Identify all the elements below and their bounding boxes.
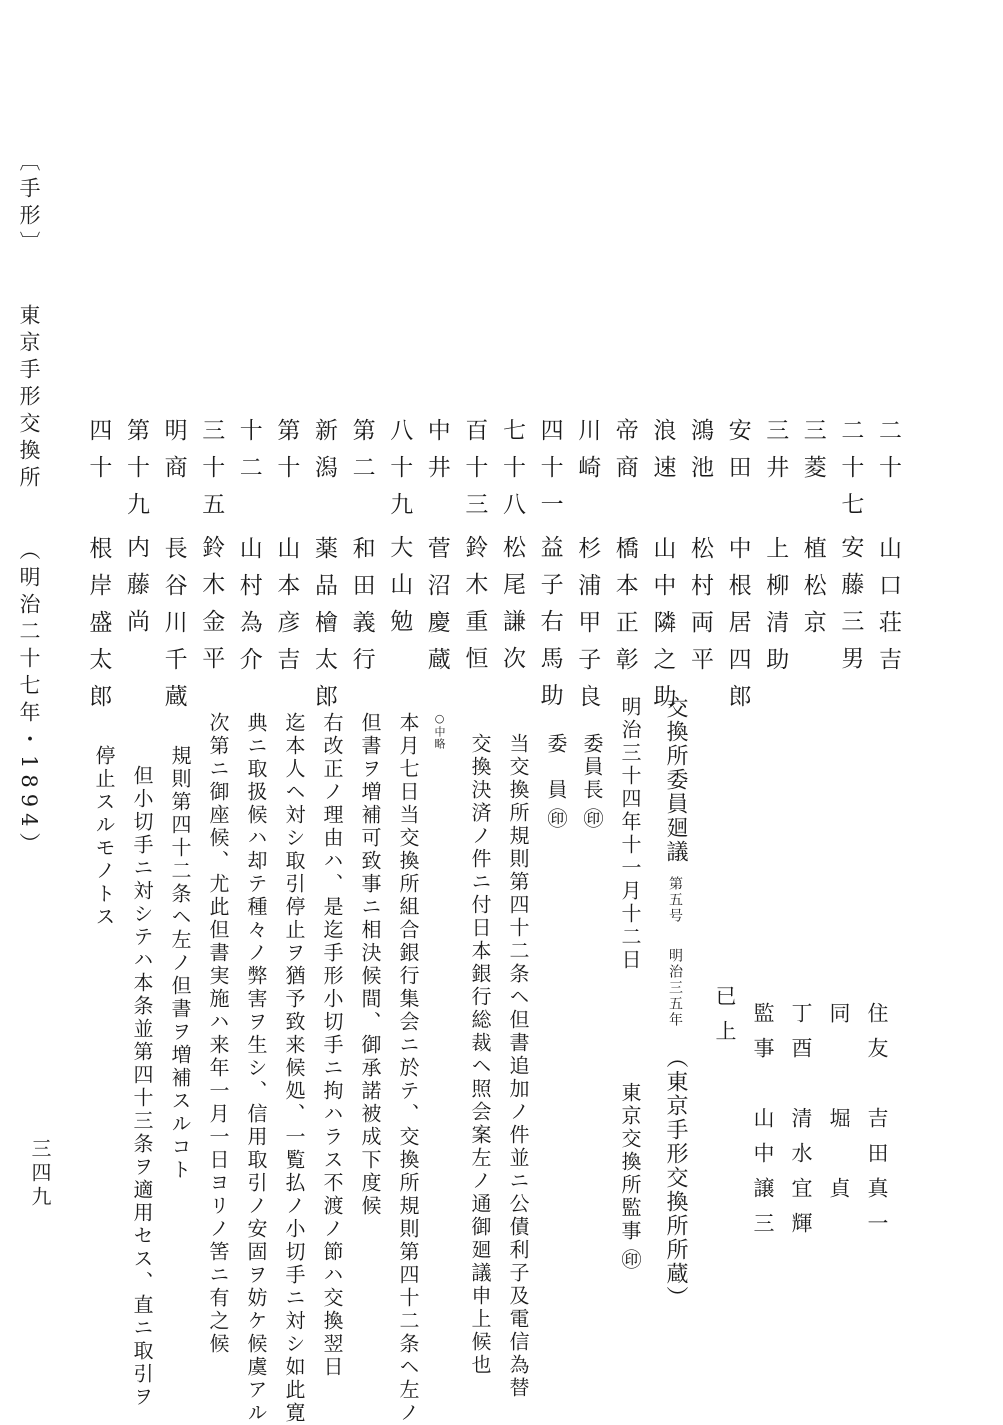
roster-name: 内藤尚: [123, 535, 149, 646]
roster-name: 杉浦甲子良: [574, 536, 601, 721]
signatory-daiichi: 丁酉 清水宜輝: [789, 1002, 813, 1247]
roster-name: 中根居四郎: [724, 536, 751, 721]
roster-entry: [273, 418, 300, 684]
member-line: [546, 733, 566, 831]
roster-name: 薬品檜太郎: [311, 536, 337, 721]
roster-bank: 鴻池: [687, 418, 713, 492]
roster-bank: 新潟: [311, 418, 337, 492]
issuer-seal: ㊞: [618, 1249, 642, 1272]
roster-entry: [574, 418, 601, 721]
document-year: 明治三五年: [667, 948, 683, 1028]
signatory-sumitomo: 住友 吉田真一: [865, 1002, 889, 1247]
roster-bank: 第二: [348, 418, 375, 492]
proviso-line: 停止スルモノトス: [92, 745, 116, 929]
roster-name: 山本彦吉: [273, 536, 300, 684]
roster-entry: [425, 418, 448, 684]
document-source: （東京手形交換所所蔵）: [663, 1046, 688, 1310]
roster-bank: 安田: [724, 418, 751, 492]
omitted-note: ○中略: [433, 712, 446, 750]
chair-line: [582, 733, 602, 831]
roster-bank: 三井: [762, 418, 789, 492]
chair-seal: ㊞: [580, 808, 604, 831]
roster-bank: 三十五: [198, 418, 225, 529]
roster-name: 長谷川千蔵: [160, 536, 187, 721]
roster-name: 橋本正彰: [611, 536, 638, 684]
roster-entry: [386, 418, 413, 646]
body-line: 右改正ノ理由ハ、是迄手形小切手ニ拘ハラス不渡ノ節ハ交換翌日: [320, 712, 344, 1379]
roster-entry: [237, 418, 260, 684]
roster-bank: 明商: [160, 418, 187, 492]
body-line: 但書ヲ増補可致事ニ相決候間、御承諾被成下度候: [358, 712, 382, 1218]
roster-name: 菅沼慶蔵: [423, 536, 450, 684]
roster-entry: [350, 418, 373, 684]
document-title: 交換所委員廻議: [663, 696, 688, 864]
roster-entry: [837, 418, 864, 683]
roster-bank: 二十: [875, 418, 901, 492]
body-line: 迄本人ヘ対シ取引停止ヲ猶予致来候処、一覧払ノ小切手ニ対シ如此寛: [282, 712, 306, 1425]
roster-entry: [500, 418, 523, 683]
roster-name: 大山勉: [386, 535, 413, 646]
roster-bank: 三菱: [799, 418, 826, 492]
roster-bank: 七十八: [499, 418, 525, 529]
rule-heading: 規則第四十二条ヘ左ノ但書ヲ増補スルコト: [168, 745, 192, 1182]
roster-name: 松村両平: [687, 536, 713, 684]
document-date-line: [620, 696, 640, 1272]
roster-bank: 四十一: [536, 418, 563, 529]
roster-name: 安藤三男: [837, 535, 864, 683]
roster-name: 山村為介: [235, 536, 262, 684]
roster-entry: [688, 418, 711, 684]
subject-line-1: 当交換所規則第四十二条ヘ但書追加ノ件並ニ公債利子及電信為替: [506, 733, 530, 1400]
page-number: 三四九: [28, 1138, 52, 1210]
running-header: [18, 150, 39, 859]
roster-name: 上柳清助: [762, 536, 789, 684]
roster-bank: 第十九: [123, 418, 149, 529]
section-label: 〔手形〕: [17, 150, 41, 258]
roster-entry: [124, 418, 147, 646]
member-seal: ㊞: [544, 808, 568, 831]
roster-entry: [801, 418, 824, 647]
roster-entry: [162, 418, 185, 721]
roster-entry: [762, 418, 789, 684]
roster-bank: 八十九: [386, 418, 413, 529]
signatory-same: 同 堀 貞: [827, 1002, 851, 1212]
roster-bank: 第十: [273, 418, 300, 492]
ijo-label: 已上: [713, 985, 737, 1055]
roster-bank: 浪速: [649, 418, 676, 492]
chair-label: 委員長: [580, 733, 604, 802]
body-line: 次第ニ御座候、尤此但書実施ハ来年一月一日ヨリノ筈ニ有之候: [206, 712, 230, 1356]
roster-name: 益子右馬助: [536, 535, 563, 720]
roster-bank: 百十三: [461, 418, 488, 529]
roster-name: 山中隣之助: [649, 536, 676, 721]
date-note: （明治二十七年・1894）: [17, 539, 41, 860]
roster-bank: 川崎: [574, 418, 601, 492]
roster-entry: [726, 418, 749, 721]
roster-entry: [198, 418, 225, 683]
roster-name: 根岸盛太郎: [85, 536, 112, 721]
source-label: 東京手形交換所: [17, 304, 41, 493]
roster-bank: 四十: [85, 418, 112, 492]
signatory-kanji: 監事 山中譲三: [751, 1002, 775, 1247]
proviso-line: 但小切手ニ対シテハ本条並第四十三条ヲ適用セス、直ニ取引ヲ: [130, 765, 154, 1409]
roster-entry: [461, 418, 488, 683]
roster-entry: [85, 418, 112, 721]
roster-entry: [876, 418, 899, 684]
roster-name: 山口荘吉: [875, 536, 901, 684]
document-number: 第五号: [667, 876, 683, 924]
roster-name: 松尾謙次: [499, 535, 525, 683]
roster-name: 植松京: [799, 536, 826, 647]
roster-name: 鈴木金平: [198, 535, 225, 683]
subject-line-2: 交換決済ノ件ニ付日本銀行総裁ヘ照会案左ノ通御廻議申上候也: [468, 733, 492, 1377]
roster-entry: [312, 418, 335, 721]
roster-name: 和田義行: [348, 536, 375, 684]
roster-name: 鈴木重恒: [461, 535, 488, 683]
roster-entry: [649, 418, 676, 721]
roster-entry: [613, 418, 636, 684]
roster-bank: 中井: [423, 418, 450, 492]
document-date: 明治三十四年十一月十二日: [618, 696, 642, 972]
roster-entry: [538, 418, 561, 720]
document-title-line: [664, 696, 686, 1310]
roster-bank: 二十七: [837, 418, 864, 529]
body-line: 本月七日当交換所組合銀行集会ニ於テ、交換所規則第四十二条ヘ左ノ: [396, 712, 420, 1425]
member-label: 委 員: [544, 733, 568, 802]
document-issuer: 東京交換所監事: [618, 1082, 642, 1243]
body-line: 典ニ取扱候ハ却テ種々ノ弊害ヲ生シ、信用取引ノ安固ヲ妨ケ候虞アル: [244, 712, 268, 1425]
roster-bank: 帝商: [611, 418, 638, 492]
roster-bank: 十二: [235, 418, 262, 492]
